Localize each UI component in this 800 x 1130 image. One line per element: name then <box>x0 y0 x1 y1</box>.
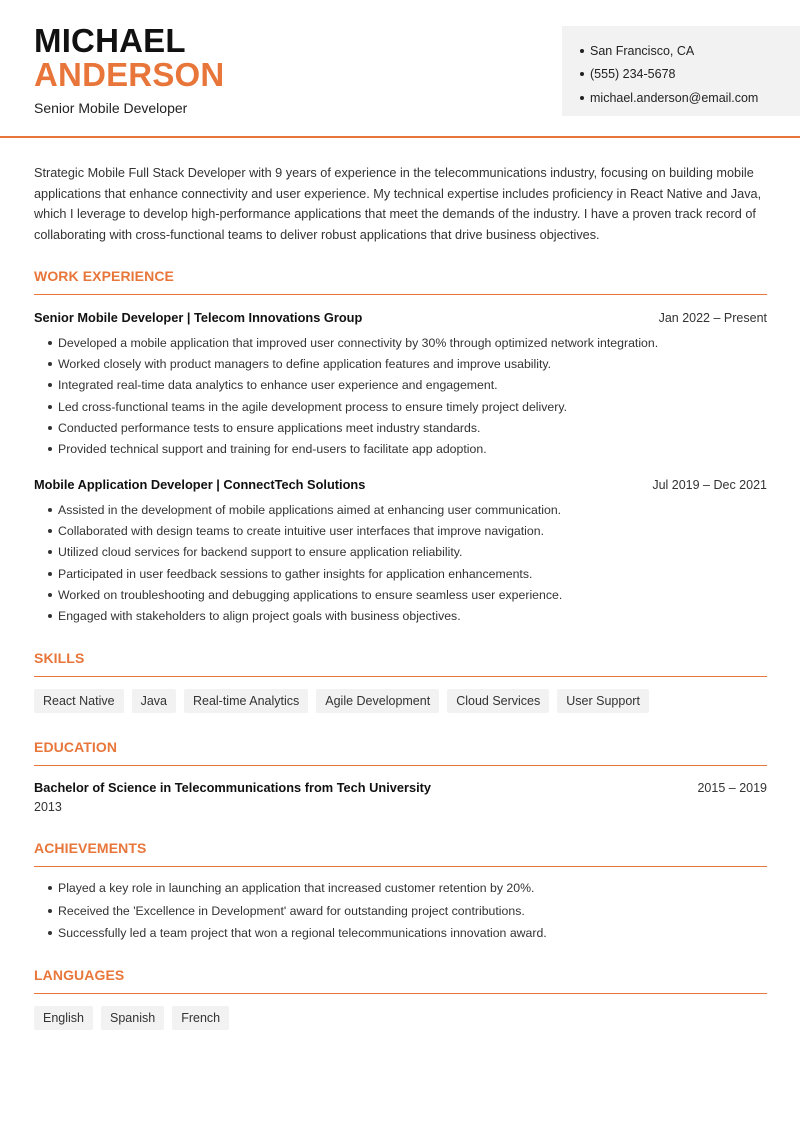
section-title-skills: SKILLS <box>34 650 767 677</box>
phone-text: (555) 234-5678 <box>590 67 676 82</box>
list-item <box>34 375 767 396</box>
bullet-text: Integrated real-time data analytics to enhance user experience and engagement. <box>58 378 498 393</box>
skill-chip: User Support <box>557 689 649 713</box>
list-item <box>34 396 767 417</box>
language-chip: Spanish <box>101 1006 164 1030</box>
candidate-name <box>34 24 224 92</box>
bullet-text: Utilized cloud services for backend support to ensure application reliability. <box>58 545 463 560</box>
job-title: Senior Mobile Developer <box>34 100 188 116</box>
job-bullets <box>34 499 767 627</box>
achievements-list <box>34 877 767 945</box>
language-chip: English <box>34 1006 93 1030</box>
bullet-icon <box>48 529 52 533</box>
bullet-icon <box>580 96 584 100</box>
bullet-icon <box>48 614 52 618</box>
job-role: Senior Mobile Developer | Telecom Innovations Group <box>34 310 363 325</box>
degree: Bachelor of Science in Telecommunications from Tech University <box>34 780 432 795</box>
education-date: 2015 – 2019 <box>697 781 767 795</box>
job-date: Jan 2022 – Present <box>658 311 767 325</box>
section-title-achievements: ACHIEVEMENTS <box>34 840 767 867</box>
summary-paragraph: Strategic Mobile Full Stack Developer with 9 years of experience in the telecommunications industry, focusing on building mobile applications that enhance connectivity and user experience. My technical expertise includes proficiency in React Native and Java, which I leverage to develop high-performance applications that meet the demands of the industry. I have a proven track record of collaborating with cross-functional teams to deliver robust applications that drive business objectives. <box>34 166 762 243</box>
list-item <box>34 877 767 900</box>
bullet-text: Engaged with stakeholders to align project goals with business objectives. <box>58 609 461 624</box>
bullet-icon <box>48 550 52 554</box>
bullet-text: Led cross-functional teams in the agile development process to ensure timely project delivery. <box>58 399 567 414</box>
last-name: ANDERSON <box>34 56 225 93</box>
bullet-icon <box>580 72 584 76</box>
section-title-languages: LANGUAGES <box>34 967 767 994</box>
bullet-text: Assisted in the development of mobile applications aimed at enhancing user communication. <box>58 502 562 517</box>
skill-chip: Real-time Analytics <box>184 689 308 713</box>
first-name: MICHAEL <box>34 22 186 59</box>
location-text: San Francisco, CA <box>590 43 695 58</box>
list-item <box>34 900 767 923</box>
language-chip: French <box>172 1006 229 1030</box>
list-item <box>34 417 767 438</box>
skill-chip: Java <box>132 689 176 713</box>
bullet-text: Collaborated with design teams to create intuitive user interfaces that improve navigation. <box>58 523 544 538</box>
contact-email <box>580 86 800 110</box>
list-item <box>34 584 767 605</box>
bullet-icon <box>48 508 52 512</box>
bullet-icon <box>580 49 584 53</box>
list-item <box>34 922 767 945</box>
education-header <box>34 780 767 795</box>
languages-list <box>34 1006 229 1030</box>
contact-location <box>580 39 800 63</box>
skill-chip: Cloud Services <box>447 689 549 713</box>
bullet-icon <box>48 572 52 576</box>
job-header <box>34 310 767 325</box>
skills-list <box>34 689 649 713</box>
bullet-text: Provided technical support and training for end-users to facilitate app adoption. <box>58 442 487 457</box>
skill-chip: React Native <box>34 689 124 713</box>
list-item <box>34 353 767 374</box>
list-item <box>34 563 767 584</box>
contact-phone <box>580 63 800 87</box>
job-date: Jul 2019 – Dec 2021 <box>652 478 767 492</box>
bullet-text: Participated in user feedback sessions to gather insights for application enhancements. <box>58 566 533 581</box>
list-item <box>34 438 767 459</box>
list-item <box>34 520 767 541</box>
resume-header <box>0 0 800 138</box>
bullet-icon <box>48 341 52 345</box>
bullet-text: Worked on troubleshooting and debugging applications to ensure seamless user experience. <box>58 587 563 602</box>
bullet-icon <box>48 383 52 387</box>
bullet-text: Worked closely with product managers to define application features and improve usability. <box>58 356 552 371</box>
bullet-icon <box>48 909 52 913</box>
list-item <box>34 605 767 626</box>
bullet-text: Received the 'Excellence in Development' award for outstanding project contributions. <box>58 903 525 918</box>
education-year: 2013 <box>34 800 62 814</box>
bullet-icon <box>48 362 52 366</box>
bullet-text: Conducted performance tests to ensure applications meet industry standards. <box>58 420 481 435</box>
list-item <box>34 542 767 563</box>
bullet-icon <box>48 931 52 935</box>
email-text: michael.anderson@email.com <box>590 90 759 105</box>
bullet-text: Played a key role in launching an application that increased customer retention by 20%. <box>58 881 535 896</box>
bullet-text: Developed a mobile application that improved user connectivity by 30% through optimized network integration. <box>58 335 659 350</box>
bullet-icon <box>48 447 52 451</box>
contact-box <box>562 26 800 116</box>
bullet-icon <box>48 886 52 890</box>
section-title-work: WORK EXPERIENCE <box>34 268 767 295</box>
bullet-icon <box>48 405 52 409</box>
job-bullets <box>34 332 767 460</box>
section-title-education: EDUCATION <box>34 739 767 766</box>
bullet-icon <box>48 593 52 597</box>
job-role: Mobile Application Developer | ConnectTech Solutions <box>34 477 366 492</box>
list-item <box>34 499 767 520</box>
bullet-icon <box>48 426 52 430</box>
list-item <box>34 332 767 353</box>
skill-chip: Agile Development <box>316 689 439 713</box>
job-header <box>34 477 767 492</box>
bullet-text: Successfully led a team project that won a regional telecommunications innovation award. <box>58 926 547 941</box>
